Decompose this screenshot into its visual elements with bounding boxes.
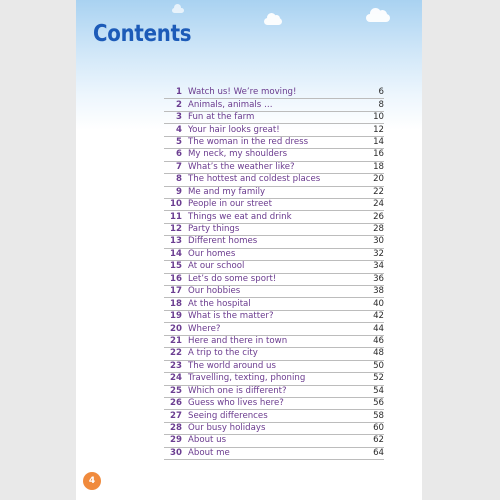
entry-title: Our hobbies	[188, 286, 241, 297]
entry-number: 16	[170, 273, 182, 284]
contents-entry	[164, 187, 384, 199]
entry-title: Your hair looks great!	[188, 124, 280, 135]
entry-title: Party things	[188, 224, 240, 235]
entry-page-number: 40	[373, 298, 384, 309]
entry-title: Where?	[188, 323, 221, 334]
entry-number: 21	[170, 335, 182, 346]
contents-entry	[164, 323, 384, 335]
entry-page-number: 24	[373, 199, 384, 210]
entry-page-number: 20	[373, 174, 384, 185]
entry-number: 20	[170, 323, 182, 334]
entry-number: 9	[176, 186, 182, 197]
entry-page-number: 10	[373, 112, 384, 123]
entry-title: What’s the weather like?	[188, 161, 295, 172]
entry-title: Which one is different?	[188, 385, 287, 396]
entry-page-number: 46	[373, 335, 384, 346]
entry-number: 1	[176, 87, 182, 98]
entry-number: 29	[170, 435, 182, 446]
entry-number: 11	[170, 211, 182, 222]
contents-entry	[164, 261, 384, 273]
contents-entry	[164, 137, 384, 149]
entry-page-number: 44	[373, 323, 384, 334]
entry-page-number: 38	[373, 286, 384, 297]
entry-page-number: 8	[378, 99, 384, 110]
entry-title: Seeing differences	[188, 410, 268, 421]
entry-number: 24	[170, 373, 182, 384]
contents-entry	[164, 298, 384, 310]
contents-entry	[164, 236, 384, 248]
entry-page-number: 58	[373, 410, 384, 421]
contents-entry	[164, 149, 384, 161]
contents-entry	[164, 211, 384, 223]
entry-title: Our homes	[188, 248, 236, 259]
contents-entry	[164, 112, 384, 124]
entry-page-number: 28	[373, 224, 384, 235]
entry-title: Me and my family	[188, 186, 266, 197]
entry-number: 25	[170, 385, 182, 396]
entry-title: What is the matter?	[188, 311, 274, 322]
entry-number: 12	[170, 224, 182, 235]
entry-page-number: 36	[373, 273, 384, 284]
entry-number: 15	[170, 261, 182, 272]
contents-entry	[164, 423, 384, 435]
entry-title: The world around us	[188, 360, 276, 371]
entry-page-number: 52	[373, 373, 384, 384]
entry-page-number: 60	[373, 423, 384, 434]
contents-entry	[164, 336, 384, 348]
entry-page-number: 42	[373, 311, 384, 322]
entry-page-number: 32	[373, 248, 384, 259]
entry-title: About me	[188, 447, 230, 458]
book-page	[76, 0, 422, 500]
entry-title: Here and there in town	[188, 335, 288, 346]
entry-number: 27	[170, 410, 182, 421]
entry-number: 10	[170, 199, 182, 210]
entry-number: 18	[170, 298, 182, 309]
entry-number: 23	[170, 360, 182, 371]
entry-page-number: 14	[373, 136, 384, 147]
contents-entry	[164, 361, 384, 373]
contents-entry	[164, 99, 384, 111]
contents-entry	[164, 274, 384, 286]
entry-page-number: 26	[373, 211, 384, 222]
entry-page-number: 54	[373, 385, 384, 396]
entry-page-number: 64	[373, 447, 384, 458]
entry-number: 14	[170, 248, 182, 259]
entry-title: The woman in the red dress	[188, 136, 309, 147]
entry-number: 2	[176, 99, 182, 110]
contents-entry	[164, 448, 384, 460]
entry-number: 26	[170, 398, 182, 409]
entry-title: At our school	[188, 261, 245, 272]
entry-title: About us	[188, 435, 227, 446]
page-number-badge: 4	[83, 472, 101, 490]
entry-page-number: 18	[373, 161, 384, 172]
contents-entry	[164, 224, 384, 236]
contents-entry	[164, 286, 384, 298]
entry-number: 17	[170, 286, 182, 297]
entry-page-number: 12	[373, 124, 384, 135]
entry-title: My neck, my shoulders	[188, 149, 288, 160]
contents-entry	[164, 410, 384, 422]
entry-title: Fun at the farm	[188, 112, 255, 123]
entry-title: Travelling, texting, phoning	[188, 373, 306, 384]
entry-number: 5	[176, 136, 182, 147]
entry-title: Watch us! We’re moving!	[188, 87, 297, 98]
entry-page-number: 22	[373, 186, 384, 197]
entry-number: 7	[176, 161, 182, 172]
entry-number: 3	[176, 112, 182, 123]
cloud-decoration	[366, 14, 390, 22]
entry-title: A trip to the city	[188, 348, 258, 359]
contents-entry	[164, 87, 384, 99]
entry-page-number: 30	[373, 236, 384, 247]
entry-title: Our busy holidays	[188, 423, 266, 434]
entry-page-number: 16	[373, 149, 384, 160]
contents-entry	[164, 124, 384, 136]
entry-title: Guess who lives here?	[188, 398, 284, 409]
contents-entry	[164, 386, 384, 398]
entry-title: Let’s do some sport!	[188, 273, 277, 284]
entry-title: At the hospital	[188, 298, 251, 309]
entry-page-number: 56	[373, 398, 384, 409]
contents-entry	[164, 373, 384, 385]
contents-list	[164, 87, 384, 460]
entry-number: 6	[176, 149, 182, 160]
entry-title: Different homes	[188, 236, 258, 247]
entry-title: People in our street	[188, 199, 272, 210]
cloud-decoration	[172, 8, 184, 13]
contents-entry	[164, 348, 384, 360]
entry-page-number: 48	[373, 348, 384, 359]
contents-entry	[164, 162, 384, 174]
entry-number: 22	[170, 348, 182, 359]
entry-number: 28	[170, 423, 182, 434]
entry-number: 4	[176, 124, 182, 135]
contents-entry	[164, 398, 384, 410]
page-title: Contents	[93, 21, 192, 47]
entry-title: The hottest and coldest places	[188, 174, 321, 185]
contents-entry	[164, 199, 384, 211]
entry-page-number: 6	[378, 87, 384, 98]
contents-entry	[164, 249, 384, 261]
contents-entry	[164, 435, 384, 447]
contents-entry	[164, 311, 384, 323]
contents-entry	[164, 174, 384, 186]
entry-number: 8	[176, 174, 182, 185]
entry-title: Animals, animals …	[188, 99, 273, 110]
entry-number: 13	[170, 236, 182, 247]
entry-title: Things we eat and drink	[188, 211, 292, 222]
entry-page-number: 50	[373, 360, 384, 371]
entry-number: 30	[170, 447, 182, 458]
entry-page-number: 62	[373, 435, 384, 446]
entry-number: 19	[170, 311, 182, 322]
entry-page-number: 34	[373, 261, 384, 272]
cloud-decoration	[264, 18, 282, 25]
